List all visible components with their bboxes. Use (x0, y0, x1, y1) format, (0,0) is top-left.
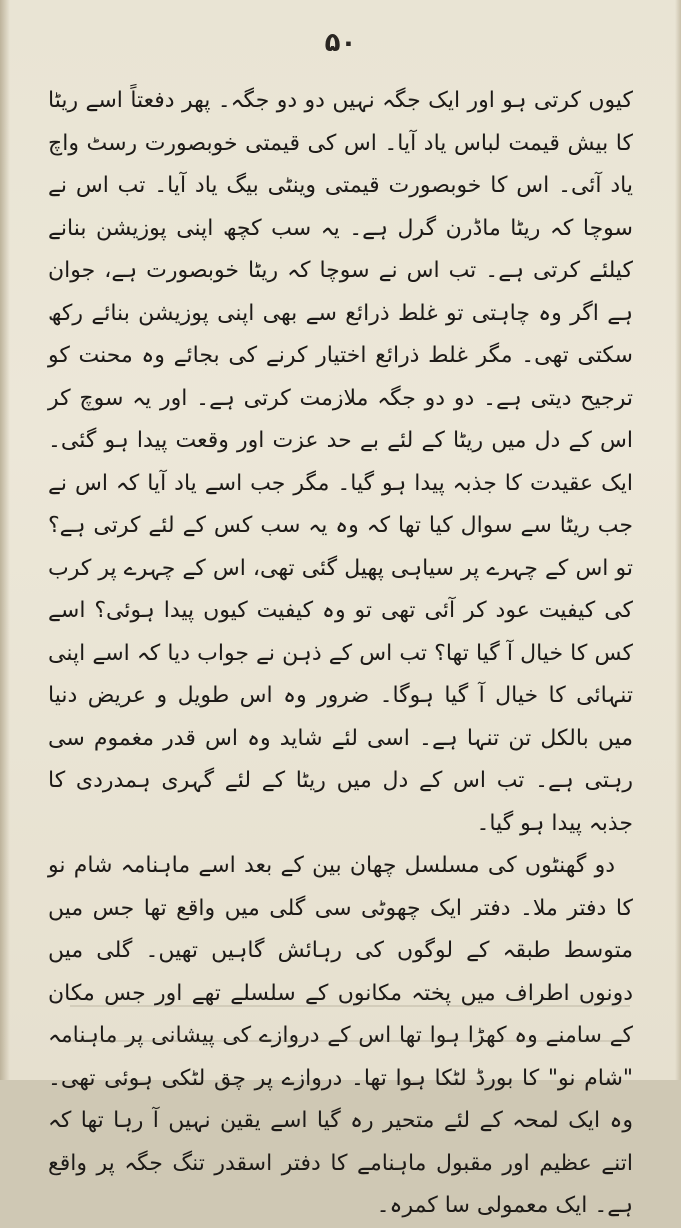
bleed-through-line (70, 1040, 630, 1042)
page-shadow-right (675, 0, 681, 1080)
paragraph-2: دو گھنٹوں کی مسلسل چھان بین کے بعد اسے ماہنامہ شام نو کا دفتر ملا۔ دفتر ایک چھوٹی سی گلی میں واقع تھا جس میں متوسط طبقہ کے لوگوں کی رہائش گاہیں تھیں۔ گلی میں دونوں اطراف میں پختہ مکانوں کے سلسلے تھے اور جس مکان کے سامنے وہ کھڑا ہوا تھا اس کے دروازے کی پیشانی پر ماہنامہ "شام نو" کا بورڈ لٹکا ہوا تھا۔ دروازے پر چق لٹکی ہوئی تھی۔ وہ ایک لمحہ کے لئے متحیر رہ گیا اسے یقین نہیں آ رہا تھا کہ اتنے عظیم اور مقبول ماہنامے کا دفتر اسقدر تنگ جگہ پر واقع ہے۔ ایک معمولی سا کمرہ۔ (48, 853, 633, 1218)
page-number: ۵۰ (324, 28, 357, 58)
page-body (48, 80, 633, 1228)
bleed-through-line (70, 1005, 630, 1007)
page-shadow-left (0, 0, 10, 1080)
paragraph-1: کیوں کرتی ہو اور ایک جگہ نہیں دو دو جگہ۔ پھر دفعتاً اسے ریٹا کا بیش قیمت لباس یاد آیا۔ اس کی قیمتی خوبصورت رسٹ واچ یاد آئی۔ اس کا خوبصورت قیمتی وینٹی بیگ یاد آیا۔ تب اس نے سوچا کہ ریٹا ماڈرن گرل ہے۔ یہ سب کچھ اپنی پوزیشن بنانے کیلئے کرتی ہے۔ تب اس نے سوچا کہ ریٹا خوبصورت ہے، جوان ہے اگر وہ چاہتی تو غلط ذرائع سے بھی اپنی پوزیشن بنائے رکھ سکتی تھی۔ مگر غلط ذرائع اختیار کرنے کی بجائے وہ محنت کو ترجیح دیتی ہے۔ دو دو جگہ ملازمت کرتی ہے۔ اور یہ سوچ کر اس کے دل میں ریٹا کے لئے بے حد عزت اور وقعت پیدا ہو گئی۔ ایک عقیدت کا جذبہ پیدا ہو گیا۔ مگر جب اسے یاد آیا کہ اس نے جب ریٹا سے سوال کیا تھا کہ وہ یہ سب کس کے لئے کرتی ہے؟ تو اس کے چہرے پر سیاہی پھیل گئی تھی، اس کے چہرے پر کرب کی کیفیت عود کر آئی تھی تو وہ کیفیت کیوں پیدا ہوئی؟ اسے کس کا خیال آ گیا تھا؟ تب اس کے ذہن نے جواب دیا کہ اسے اپنی تنہائی کا خیال آ گیا ہوگا۔ ضرور وہ اس طویل و عریض دنیا میں بالکل تن تنہا ہے۔ اسی لئے شاید وہ اس قدر مغموم سی رہتی ہے۔ تب اس کے دل میں ریٹا کے لئے گہری ہمدردی کا جذبہ پیدا ہو گیا۔ (48, 88, 633, 836)
